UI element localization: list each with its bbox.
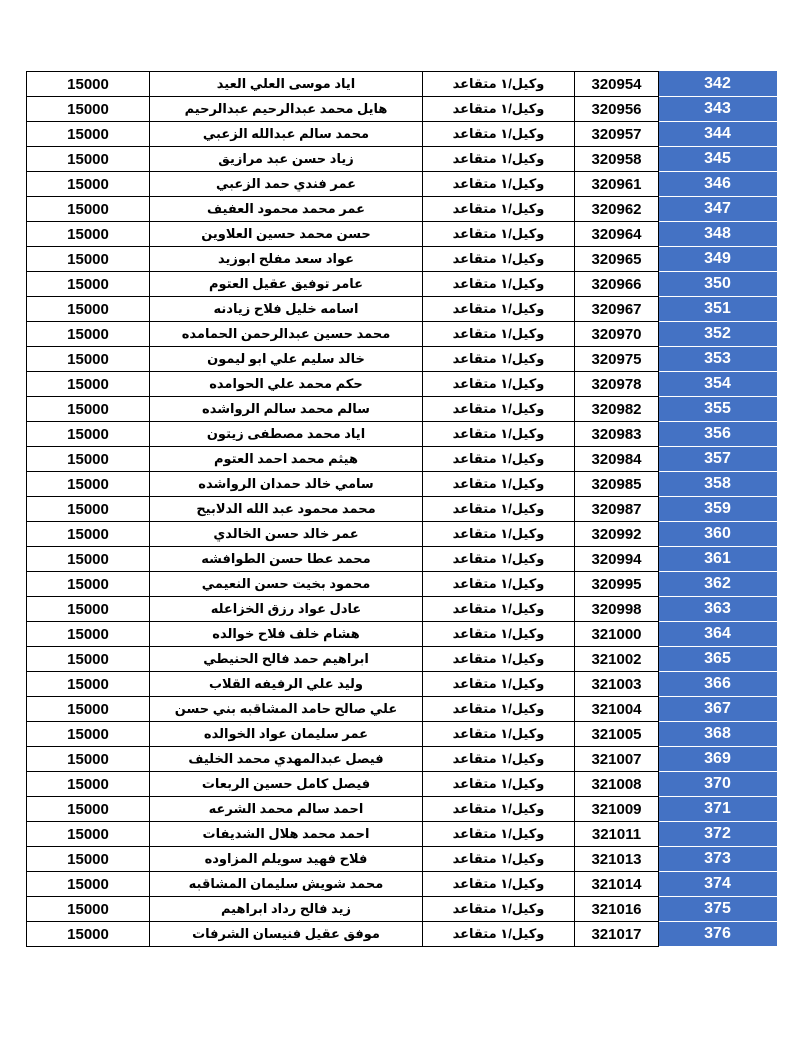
sequence-number-cell: 362	[659, 572, 777, 597]
name-cell: عمر فندي حمد الزعبي	[150, 172, 423, 197]
table-row	[27, 897, 777, 922]
sequence-number-cell: 363	[659, 597, 777, 622]
table-row	[27, 747, 777, 772]
id-number-cell: 320998	[575, 597, 659, 622]
rank-cell: وكيل/١ متقاعد	[423, 572, 575, 597]
sequence-number-cell: 357	[659, 447, 777, 472]
table-row	[27, 772, 777, 797]
name-cell: محمد عطا حسن الطوافشه	[150, 547, 423, 572]
amount-cell: 15000	[27, 422, 150, 447]
id-number-cell: 321011	[575, 822, 659, 847]
name-cell: فلاح فهيد سويلم المزاوده	[150, 847, 423, 872]
name-cell: عادل عواد رزق الخزاعله	[150, 597, 423, 622]
id-number-cell: 321003	[575, 672, 659, 697]
table-row	[27, 597, 777, 622]
amount-cell: 15000	[27, 747, 150, 772]
id-number-cell: 321016	[575, 897, 659, 922]
name-cell: محمود بخيت حسن النعيمي	[150, 572, 423, 597]
rank-cell: وكيل/١ متقاعد	[423, 322, 575, 347]
name-cell: خالد سليم علي ابو ليمون	[150, 347, 423, 372]
sequence-number-cell: 353	[659, 347, 777, 372]
rank-cell: وكيل/١ متقاعد	[423, 122, 575, 147]
amount-cell: 15000	[27, 672, 150, 697]
sequence-number-cell: 352	[659, 322, 777, 347]
amount-cell: 15000	[27, 897, 150, 922]
table-row	[27, 422, 777, 447]
sequence-number-cell: 361	[659, 547, 777, 572]
sequence-number-cell: 371	[659, 797, 777, 822]
amount-cell: 15000	[27, 297, 150, 322]
amount-cell: 15000	[27, 697, 150, 722]
sequence-number-cell: 345	[659, 147, 777, 172]
id-number-cell: 320978	[575, 372, 659, 397]
table-row	[27, 622, 777, 647]
rank-cell: وكيل/١ متقاعد	[423, 847, 575, 872]
table-row	[27, 572, 777, 597]
rank-cell: وكيل/١ متقاعد	[423, 497, 575, 522]
name-cell: عامر توفيق عقيل العتوم	[150, 272, 423, 297]
name-cell: عمر محمد محمود العفيف	[150, 197, 423, 222]
rank-cell: وكيل/١ متقاعد	[423, 472, 575, 497]
id-number-cell: 320965	[575, 247, 659, 272]
amount-cell: 15000	[27, 272, 150, 297]
name-cell: محمد حسين عبدالرحمن الحمامده	[150, 322, 423, 347]
sequence-number-cell: 376	[659, 922, 777, 947]
amount-cell: 15000	[27, 722, 150, 747]
rank-cell: وكيل/١ متقاعد	[423, 747, 575, 772]
table-row	[27, 272, 777, 297]
amount-cell: 15000	[27, 472, 150, 497]
sequence-number-cell: 348	[659, 222, 777, 247]
sequence-number-cell: 372	[659, 822, 777, 847]
rank-cell: وكيل/١ متقاعد	[423, 522, 575, 547]
rank-cell: وكيل/١ متقاعد	[423, 347, 575, 372]
amount-cell: 15000	[27, 822, 150, 847]
name-cell: عواد سعد مفلح ابوزيد	[150, 247, 423, 272]
name-cell: زياد حسن عبد مرازيق	[150, 147, 423, 172]
rank-cell: وكيل/١ متقاعد	[423, 397, 575, 422]
rank-cell: وكيل/١ متقاعد	[423, 772, 575, 797]
sequence-number-cell: 342	[659, 72, 777, 97]
name-cell: عمر سليمان عواد الخوالده	[150, 722, 423, 747]
amount-cell: 15000	[27, 97, 150, 122]
sequence-number-cell: 366	[659, 672, 777, 697]
table-row	[27, 197, 777, 222]
rank-cell: وكيل/١ متقاعد	[423, 272, 575, 297]
name-cell: فيصل كامل حسين الربعات	[150, 772, 423, 797]
sequence-number-cell: 369	[659, 747, 777, 772]
amount-cell: 15000	[27, 172, 150, 197]
id-number-cell: 320970	[575, 322, 659, 347]
name-cell: فيصل عبدالمهدي محمد الخليف	[150, 747, 423, 772]
table-row	[27, 797, 777, 822]
amount-cell: 15000	[27, 322, 150, 347]
sequence-number-cell: 360	[659, 522, 777, 547]
rank-cell: وكيل/١ متقاعد	[423, 222, 575, 247]
name-cell: عمر خالد حسن الخالدي	[150, 522, 423, 547]
name-cell: هشام خلف فلاح خوالده	[150, 622, 423, 647]
sequence-number-cell: 350	[659, 272, 777, 297]
amount-cell: 15000	[27, 547, 150, 572]
rank-cell: وكيل/١ متقاعد	[423, 672, 575, 697]
id-number-cell: 320985	[575, 472, 659, 497]
rank-cell: وكيل/١ متقاعد	[423, 372, 575, 397]
sequence-number-cell: 368	[659, 722, 777, 747]
id-number-cell: 321009	[575, 797, 659, 822]
id-number-cell: 320962	[575, 197, 659, 222]
table-row	[27, 397, 777, 422]
name-cell: هيثم محمد احمد العتوم	[150, 447, 423, 472]
id-number-cell: 320954	[575, 72, 659, 97]
table-row	[27, 472, 777, 497]
sequence-number-cell: 344	[659, 122, 777, 147]
amount-cell: 15000	[27, 922, 150, 947]
name-cell: احمد محمد هلال الشديفات	[150, 822, 423, 847]
id-number-cell: 320957	[575, 122, 659, 147]
name-cell: احمد سالم محمد الشرعه	[150, 797, 423, 822]
rank-cell: وكيل/١ متقاعد	[423, 247, 575, 272]
id-number-cell: 321013	[575, 847, 659, 872]
table-row	[27, 447, 777, 472]
amount-cell: 15000	[27, 397, 150, 422]
sequence-number-cell: 373	[659, 847, 777, 872]
name-cell: سامي خالد حمدان الرواشده	[150, 472, 423, 497]
rank-cell: وكيل/١ متقاعد	[423, 797, 575, 822]
table-row	[27, 522, 777, 547]
table-row	[27, 922, 777, 947]
name-cell: سالم محمد سالم الرواشده	[150, 397, 423, 422]
table-row	[27, 97, 777, 122]
sequence-number-cell: 359	[659, 497, 777, 522]
id-number-cell: 320975	[575, 347, 659, 372]
id-number-cell: 321017	[575, 922, 659, 947]
amount-cell: 15000	[27, 597, 150, 622]
roster-table	[26, 71, 777, 947]
rank-cell: وكيل/١ متقاعد	[423, 197, 575, 222]
sequence-number-cell: 374	[659, 872, 777, 897]
id-number-cell: 320994	[575, 547, 659, 572]
name-cell: علي صالح حامد المشاقبه بني حسن	[150, 697, 423, 722]
sequence-number-cell: 358	[659, 472, 777, 497]
amount-cell: 15000	[27, 772, 150, 797]
amount-cell: 15000	[27, 497, 150, 522]
rank-cell: وكيل/١ متقاعد	[423, 172, 575, 197]
id-number-cell: 321002	[575, 647, 659, 672]
id-number-cell: 320966	[575, 272, 659, 297]
sequence-number-cell: 367	[659, 697, 777, 722]
id-number-cell: 321008	[575, 772, 659, 797]
table-row	[27, 72, 777, 97]
sequence-number-cell: 354	[659, 372, 777, 397]
id-number-cell: 320961	[575, 172, 659, 197]
rank-cell: وكيل/١ متقاعد	[423, 447, 575, 472]
amount-cell: 15000	[27, 347, 150, 372]
name-cell: حسن محمد حسين العلاوين	[150, 222, 423, 247]
table-row	[27, 147, 777, 172]
name-cell: محمد محمود عبد الله الدلابيح	[150, 497, 423, 522]
sequence-number-cell: 343	[659, 97, 777, 122]
id-number-cell: 320982	[575, 397, 659, 422]
amount-cell: 15000	[27, 797, 150, 822]
rank-cell: وكيل/١ متقاعد	[423, 97, 575, 122]
amount-cell: 15000	[27, 572, 150, 597]
amount-cell: 15000	[27, 122, 150, 147]
table-row	[27, 547, 777, 572]
sequence-number-cell: 346	[659, 172, 777, 197]
name-cell: اياد موسى العلي العيد	[150, 72, 423, 97]
id-number-cell: 320995	[575, 572, 659, 597]
name-cell: وليد علي الرفيفه القلاب	[150, 672, 423, 697]
name-cell: هايل محمد عبدالرحيم عبدالرحيم	[150, 97, 423, 122]
amount-cell: 15000	[27, 72, 150, 97]
amount-cell: 15000	[27, 247, 150, 272]
rank-cell: وكيل/١ متقاعد	[423, 897, 575, 922]
rank-cell: وكيل/١ متقاعد	[423, 147, 575, 172]
rank-cell: وكيل/١ متقاعد	[423, 822, 575, 847]
rank-cell: وكيل/١ متقاعد	[423, 297, 575, 322]
table-row	[27, 122, 777, 147]
amount-cell: 15000	[27, 872, 150, 897]
amount-cell: 15000	[27, 197, 150, 222]
name-cell: حكم محمد علي الحوامده	[150, 372, 423, 397]
sequence-number-cell: 375	[659, 897, 777, 922]
table-row	[27, 322, 777, 347]
amount-cell: 15000	[27, 622, 150, 647]
table-row	[27, 847, 777, 872]
table-row	[27, 247, 777, 272]
sequence-number-cell: 347	[659, 197, 777, 222]
table-row	[27, 497, 777, 522]
table-row	[27, 647, 777, 672]
id-number-cell: 320983	[575, 422, 659, 447]
table-row	[27, 672, 777, 697]
amount-cell: 15000	[27, 522, 150, 547]
name-cell: زيد فالح رداد ابراهيم	[150, 897, 423, 922]
rank-cell: وكيل/١ متقاعد	[423, 547, 575, 572]
rank-cell: وكيل/١ متقاعد	[423, 422, 575, 447]
table-row	[27, 722, 777, 747]
sequence-number-cell: 351	[659, 297, 777, 322]
id-number-cell: 321014	[575, 872, 659, 897]
table-row	[27, 347, 777, 372]
name-cell: اياد محمد مصطفى زيتون	[150, 422, 423, 447]
id-number-cell: 320984	[575, 447, 659, 472]
roster-body	[27, 72, 777, 947]
id-number-cell: 320958	[575, 147, 659, 172]
table-row	[27, 222, 777, 247]
sequence-number-cell: 356	[659, 422, 777, 447]
id-number-cell: 320964	[575, 222, 659, 247]
id-number-cell: 320956	[575, 97, 659, 122]
table-row	[27, 172, 777, 197]
rank-cell: وكيل/١ متقاعد	[423, 622, 575, 647]
name-cell: محمد شويش سليمان المشاقبه	[150, 872, 423, 897]
sequence-number-cell: 365	[659, 647, 777, 672]
sequence-number-cell: 355	[659, 397, 777, 422]
rank-cell: وكيل/١ متقاعد	[423, 697, 575, 722]
name-cell: اسامه خليل فلاح زيادنه	[150, 297, 423, 322]
amount-cell: 15000	[27, 372, 150, 397]
id-number-cell: 321005	[575, 722, 659, 747]
amount-cell: 15000	[27, 222, 150, 247]
rank-cell: وكيل/١ متقاعد	[423, 922, 575, 947]
table-row	[27, 872, 777, 897]
id-number-cell: 321004	[575, 697, 659, 722]
rank-cell: وكيل/١ متقاعد	[423, 72, 575, 97]
name-cell: موفق عقيل فنيسان الشرفات	[150, 922, 423, 947]
name-cell: محمد سالم عبدالله الزعبي	[150, 122, 423, 147]
name-cell: ابراهيم حمد فالح الحنيطي	[150, 647, 423, 672]
table-row	[27, 297, 777, 322]
amount-cell: 15000	[27, 647, 150, 672]
id-number-cell: 320992	[575, 522, 659, 547]
table-row	[27, 822, 777, 847]
amount-cell: 15000	[27, 147, 150, 172]
rank-cell: وكيل/١ متقاعد	[423, 722, 575, 747]
id-number-cell: 320987	[575, 497, 659, 522]
table-row	[27, 372, 777, 397]
amount-cell: 15000	[27, 447, 150, 472]
id-number-cell: 321007	[575, 747, 659, 772]
rank-cell: وكيل/١ متقاعد	[423, 647, 575, 672]
rank-cell: وكيل/١ متقاعد	[423, 872, 575, 897]
amount-cell: 15000	[27, 847, 150, 872]
rank-cell: وكيل/١ متقاعد	[423, 597, 575, 622]
sequence-number-cell: 364	[659, 622, 777, 647]
sequence-number-cell: 349	[659, 247, 777, 272]
id-number-cell: 320967	[575, 297, 659, 322]
sequence-number-cell: 370	[659, 772, 777, 797]
table-row	[27, 697, 777, 722]
id-number-cell: 321000	[575, 622, 659, 647]
